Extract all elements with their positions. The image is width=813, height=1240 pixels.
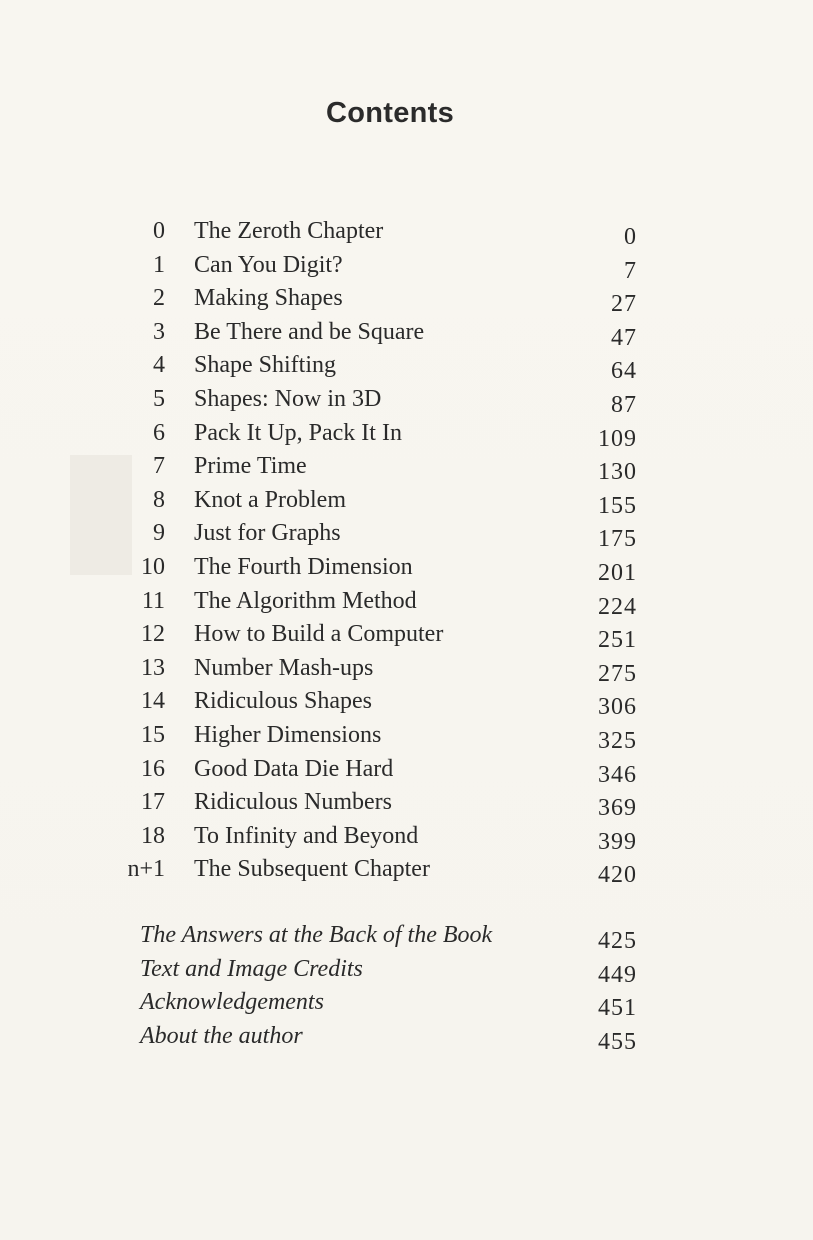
page-number: 451: [598, 995, 637, 1022]
back-matter-title: Acknowledgements: [140, 989, 324, 1016]
toc-entry: [0, 821, 813, 855]
chapter-number: 7: [153, 453, 165, 480]
toc-entry: [0, 350, 813, 384]
back-matter-title: About the author: [140, 1022, 303, 1049]
page-number: 425: [598, 928, 637, 954]
page-number: 109: [598, 425, 637, 452]
toc-entry: [0, 418, 813, 452]
chapter-title: Knot a Problem: [194, 486, 346, 513]
page-number: 130: [598, 459, 637, 486]
chapter-title: How to Build a Computer: [194, 621, 444, 648]
page-number: 369: [598, 795, 637, 822]
chapter-title: Number Mash-ups: [194, 654, 374, 681]
chapter-number: 15: [141, 721, 165, 748]
chapter-title: The Zeroth Chapter: [194, 218, 384, 244]
chapter-number: 1: [153, 251, 165, 278]
chapter-title: Just for Graphs: [194, 520, 341, 547]
page-number: 455: [598, 1028, 637, 1055]
toc-entry: [0, 283, 813, 317]
page-number: 0: [624, 224, 637, 250]
back-matter-entry: [0, 987, 813, 1021]
page-number: 27: [611, 291, 637, 318]
chapter-title: Good Data Die Hard: [194, 755, 394, 782]
chapter-number: 12: [141, 621, 165, 648]
page-number: 224: [598, 593, 637, 620]
chapter-number: 13: [141, 654, 165, 681]
page-number: 251: [598, 627, 637, 654]
page-number: 275: [598, 660, 637, 687]
toc-entry: [0, 317, 813, 351]
toc-entry: [0, 854, 813, 888]
chapter-number: n+1: [127, 856, 165, 883]
page-number: 201: [598, 559, 637, 586]
chapter-number: 10: [141, 553, 165, 580]
chapter-number: 2: [153, 285, 165, 312]
chapter-number: 18: [141, 822, 165, 849]
chapter-number: 9: [153, 520, 165, 547]
toc-entry: [0, 216, 813, 250]
page-number: 175: [598, 526, 637, 553]
chapter-number: 14: [141, 688, 165, 715]
chapter-title: The Fourth Dimension: [194, 553, 413, 580]
chapter-title: The Algorithm Method: [194, 587, 417, 614]
chapter-number: 6: [153, 419, 165, 446]
toc-entry: [0, 485, 813, 519]
page-number: 420: [598, 862, 637, 889]
back-matter-entry: [0, 920, 813, 954]
chapter-number: 8: [153, 486, 165, 513]
back-matter-list: [0, 920, 813, 1054]
page-number: 325: [598, 727, 637, 754]
toc-entry: [0, 552, 813, 586]
back-matter-title: The Answers at the Back of the Book: [140, 922, 493, 948]
chapter-number: 11: [141, 587, 165, 614]
chapter-number: 17: [141, 789, 165, 816]
toc-entry: [0, 720, 813, 754]
toc-entry: [0, 754, 813, 788]
back-matter-entry: [0, 1021, 813, 1055]
page-number: 155: [598, 492, 637, 519]
page-number: 306: [598, 694, 637, 721]
chapter-title: Higher Dimensions: [194, 721, 382, 748]
back-matter-title: Text and Image Credits: [140, 955, 363, 982]
chapter-number: 3: [153, 318, 165, 345]
chapter-title: Shape Shifting: [194, 352, 336, 379]
toc-entry: [0, 451, 813, 485]
page-number: 47: [611, 324, 637, 351]
toc-entry: [0, 686, 813, 720]
chapter-title: Shapes: Now in 3D: [194, 385, 382, 412]
chapter-title: Prime Time: [194, 453, 307, 480]
chapter-title: Pack It Up, Pack It In: [194, 419, 402, 446]
page-number: 87: [611, 391, 637, 418]
toc-entry: [0, 619, 813, 653]
toc-entry: [0, 384, 813, 418]
chapter-number: 4: [153, 352, 165, 379]
page-title: Contents: [325, 97, 455, 130]
chapter-title: Making Shapes: [194, 285, 343, 312]
chapter-title: Ridiculous Shapes: [194, 688, 372, 715]
back-matter-entry: [0, 954, 813, 988]
toc-entry: [0, 653, 813, 687]
toc-entry: [0, 787, 813, 821]
page-number: 64: [611, 358, 637, 385]
chapter-title: The Subsequent Chapter: [194, 856, 430, 883]
page-number: 449: [598, 961, 637, 988]
chapter-number: 0: [153, 218, 165, 244]
chapter-list: [0, 216, 813, 888]
toc-entry: [0, 518, 813, 552]
chapter-title: To Infinity and Beyond: [194, 822, 419, 849]
chapter-title: Can You Digit?: [194, 251, 343, 278]
chapter-number: 16: [141, 755, 165, 782]
chapter-title: Be There and be Square: [194, 318, 425, 345]
toc-entry: [0, 250, 813, 284]
page-number: 346: [598, 761, 637, 788]
chapter-title: Ridiculous Numbers: [194, 789, 392, 816]
page-number: 399: [598, 828, 637, 855]
page-number: 7: [624, 257, 637, 284]
chapter-number: 5: [153, 385, 165, 412]
toc-entry: [0, 586, 813, 620]
